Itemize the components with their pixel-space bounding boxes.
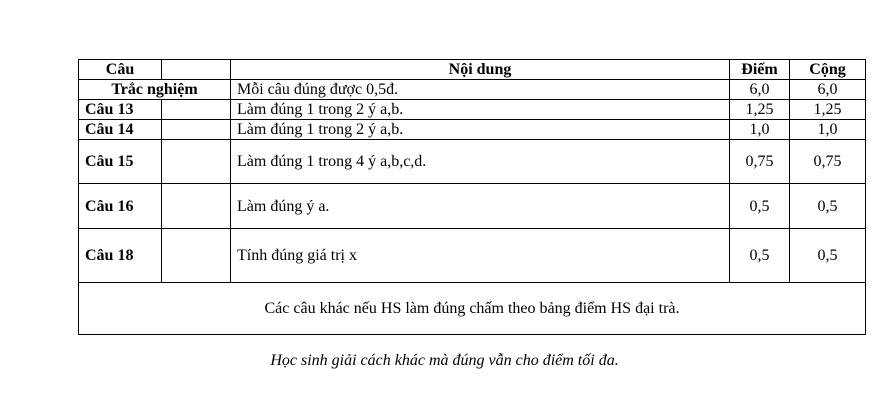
header-noi-dung: Nội dung [231, 60, 730, 80]
table-row [79, 120, 866, 140]
row-label: Câu 16 [79, 184, 162, 229]
row-empty [162, 140, 231, 184]
row-content: Làm đúng 1 trong 4 ý a,b,c,d. [231, 140, 730, 184]
row-content: Tính đúng giá trị x [231, 229, 730, 283]
table-row [79, 184, 866, 229]
row-diem: 6,0 [730, 80, 790, 100]
header-cong: Cộng [790, 60, 866, 80]
row-label: Trắc nghiệm [79, 80, 231, 100]
header-diem: Điểm [730, 60, 790, 80]
table-row [79, 229, 866, 283]
row-cong: 0,5 [790, 229, 866, 283]
table-row [79, 140, 866, 184]
table-header-row [79, 60, 866, 80]
row-label: Câu 13 [79, 100, 162, 120]
note-text: Các câu khác nếu HS làm đúng chấm theo bảng điểm HS đại trà. [79, 283, 866, 335]
table-row [79, 80, 866, 100]
row-content: Mỗi câu đúng được 0,5đ. [231, 80, 730, 100]
row-label: Câu 14 [79, 120, 162, 140]
row-label: Câu 15 [79, 140, 162, 184]
row-diem: 0,5 [730, 229, 790, 283]
row-cong: 0,75 [790, 140, 866, 184]
table-row [79, 100, 866, 120]
row-cong: 6,0 [790, 80, 866, 100]
row-empty [162, 100, 231, 120]
row-diem: 0,75 [730, 140, 790, 184]
row-diem: 1,0 [730, 120, 790, 140]
note-row [79, 283, 866, 335]
row-content: Làm đúng 1 trong 2 ý a,b. [231, 120, 730, 140]
row-empty [162, 184, 231, 229]
grading-table [78, 59, 866, 335]
row-empty [162, 120, 231, 140]
row-label: Câu 18 [79, 229, 162, 283]
row-diem: 0,5 [730, 184, 790, 229]
row-diem: 1,25 [730, 100, 790, 120]
row-empty [162, 229, 231, 283]
row-cong: 1,0 [790, 120, 866, 140]
row-cong: 1,25 [790, 100, 866, 120]
row-content: Làm đúng 1 trong 2 ý a,b. [231, 100, 730, 120]
header-empty [162, 60, 231, 80]
header-cau: Câu [79, 60, 162, 80]
row-cong: 0,5 [790, 184, 866, 229]
footer-note: Học sinh giải cách khác mà đúng vẫn cho điểm tối đa. [270, 352, 619, 369]
row-content: Làm đúng ý a. [231, 184, 730, 229]
